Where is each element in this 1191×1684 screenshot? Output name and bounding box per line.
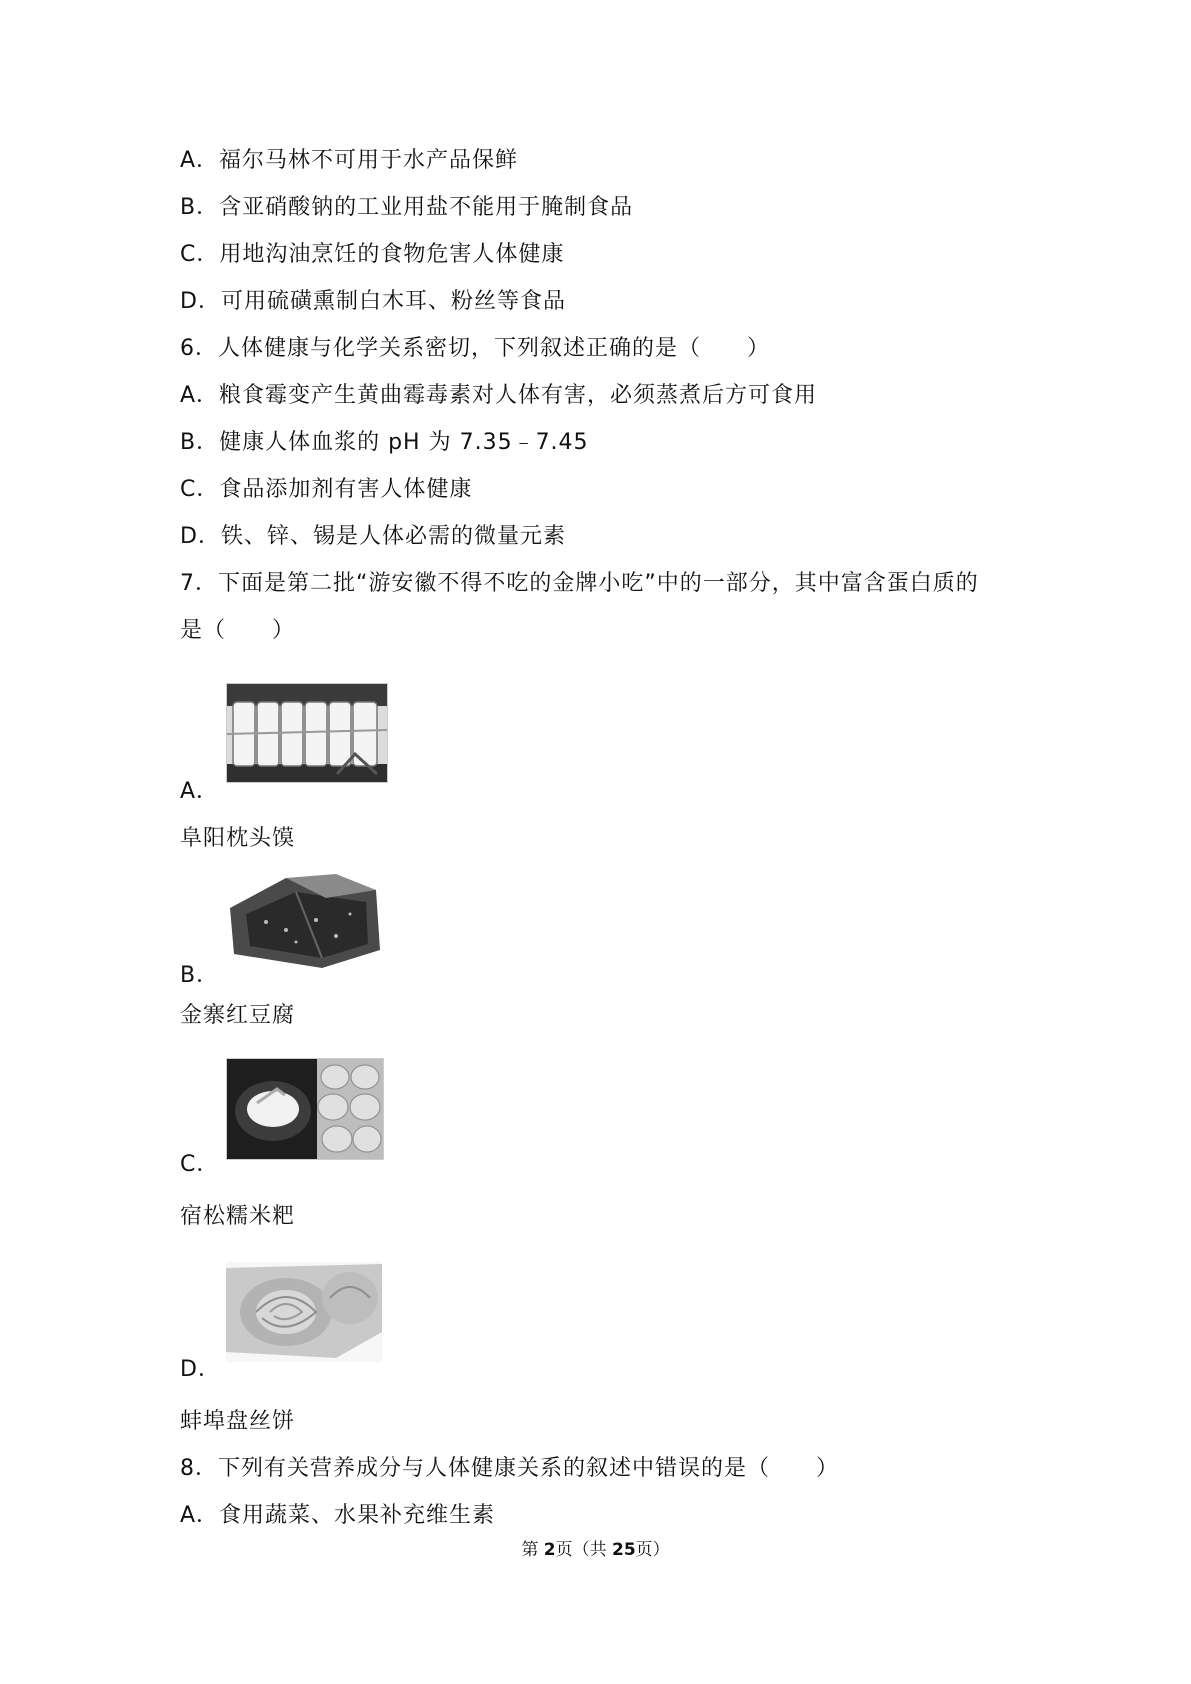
q8-option-a: A．食用蔬菜、水果补充维生素: [180, 1503, 496, 1528]
q7-option-a-letter: A．: [180, 779, 220, 804]
q5-option-b: B．含亚硝酸钠的工业用盐不能用于腌制食品: [180, 195, 634, 220]
q5-option-a: A．福尔马林不可用于水产品保鲜: [180, 148, 519, 173]
footer-suffix: 页）: [635, 1540, 670, 1560]
q6-option-b: B．健康人体血浆的 pH 为 7.35﹣7.45: [180, 430, 589, 455]
q7-option-b-name: 金寨红豆腐: [180, 1003, 296, 1028]
q7-option-d-letter: D．: [180, 1357, 221, 1382]
q7-option-c-name: 宿松糯米粑: [180, 1204, 296, 1229]
q7-option-b-letter: B．: [180, 963, 220, 988]
footer-prefix: 第: [521, 1540, 544, 1560]
q5-option-d: D．可用硫磺熏制白木耳、粉丝等食品: [180, 289, 566, 314]
footer-middle: 页（共: [555, 1540, 612, 1560]
q6-stem: 6．人体健康与化学关系密切，下列叙述正确的是（ ）: [180, 336, 770, 361]
q7-stem-line-2: 是（ ）: [180, 618, 296, 643]
page-footer: [0, 1538, 1191, 1562]
footer-total-pages: 25: [611, 1540, 636, 1560]
photo-rice-cakes: [226, 1058, 384, 1160]
q7-stem-line-1: 7．下面是第二批“游安徽不得不吃的金牌小吃”中的一部分，其中富含蛋白质的: [180, 571, 979, 596]
q7-option-a-name: 阜阳枕头馍: [180, 826, 296, 851]
photo-red-tofu: [226, 870, 384, 970]
q8-stem: 8．下列有关营养成分与人体健康关系的叙述中错误的是（ ）: [180, 1456, 839, 1481]
q5-option-c: C．用地沟油烹饪的食物危害人体健康: [180, 242, 565, 267]
q7-option-d-name: 蚌埠盘丝饼: [180, 1409, 296, 1434]
photo-coiled-pancake: [226, 1262, 382, 1362]
photo-steamed-buns: [226, 683, 388, 783]
q6-option-a: A．粮食霉变产生黄曲霉毒素对人体有害，必须蒸煮后方可食用: [180, 383, 818, 408]
q6-option-c: C．食品添加剂有害人体健康: [180, 477, 473, 502]
q6-option-d: D．铁、锌、锡是人体必需的微量元素: [180, 524, 566, 549]
q7-option-c-letter: C．: [180, 1152, 220, 1177]
footer-page-number: 2: [543, 1540, 556, 1560]
